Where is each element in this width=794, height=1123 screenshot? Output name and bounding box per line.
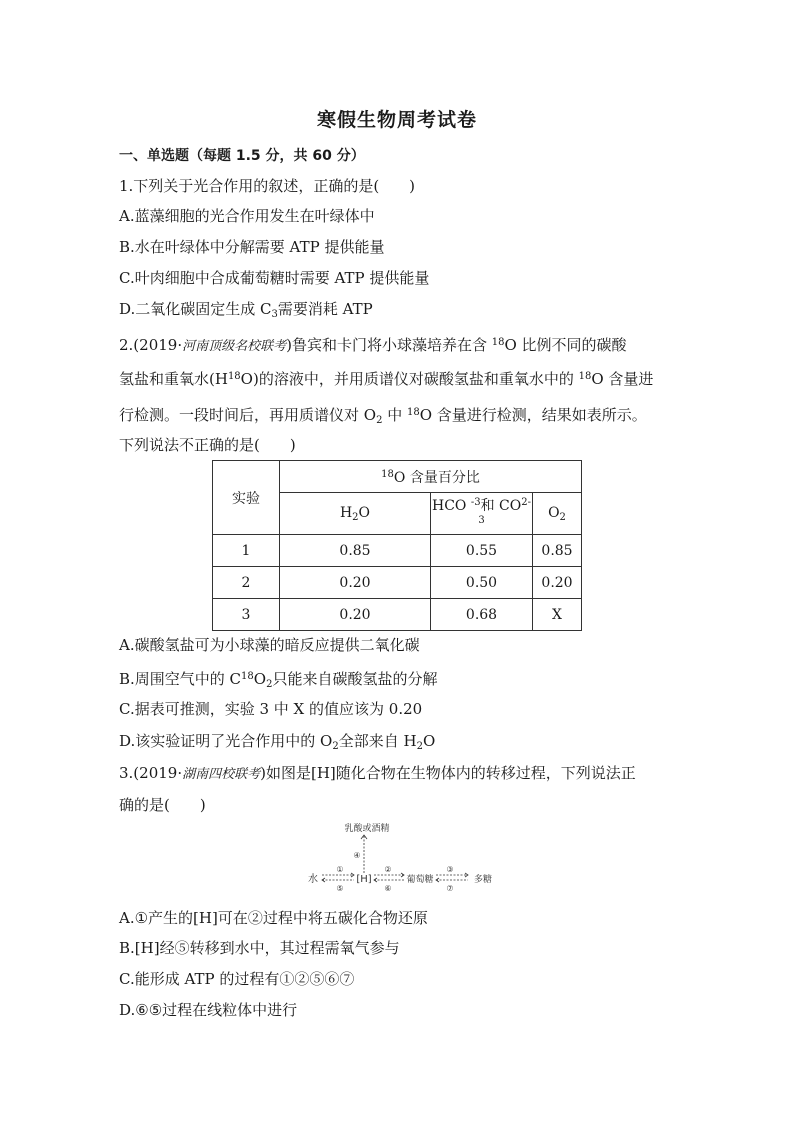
header-experiment: 实验 bbox=[213, 461, 280, 535]
table-row bbox=[213, 599, 582, 631]
q2-stem-line3: 行检测。一段时间后，再用质谱仪对 $O_2$ 中 $^{18}$O 含量进行检测，结果如表所示。 bbox=[119, 406, 647, 426]
page-title: 寒假生物周考试卷 bbox=[316, 109, 477, 131]
header-h2o: $H_2O$ bbox=[280, 493, 431, 535]
q2-option-c: C.据表可推测，实验 3 中 X 的值应该为 0.20 bbox=[119, 700, 423, 718]
table-cell: 1 bbox=[213, 535, 280, 567]
step-7: ⑦ bbox=[446, 884, 454, 892]
q2-source: 河南顶级名校联考 bbox=[182, 339, 287, 354]
table-cell: 0.20 bbox=[280, 567, 431, 599]
q3-source: 湖南四校联考 bbox=[182, 767, 261, 782]
q3-option-b: B.[H]经⑤转移到水中，其过程需氧气参与 bbox=[119, 939, 400, 957]
table-cell: 0.68 bbox=[431, 599, 533, 631]
table-row bbox=[213, 535, 582, 567]
table-cell: 0.55 bbox=[431, 535, 533, 567]
q1-option-a: A.蓝藻细胞的光合作用发生在叶绿体中 bbox=[119, 207, 375, 225]
q2-stem-line2: 氢盐和重氧水$(H^{18}O)$的溶液中，并用质谱仪对碳酸氢盐和重氧水中的 $^{18}$O 含量进 bbox=[119, 370, 654, 388]
header-o2: $O_2$ bbox=[533, 493, 582, 535]
table-row bbox=[213, 567, 582, 599]
q3-option-a: A.①产生的[H]可在②过程中将五碳化合物还原 bbox=[119, 909, 428, 927]
q1-option-d: D.二氧化碳固定生成 $C_3$需要消耗 ATP bbox=[119, 300, 373, 320]
table-cell: 3 bbox=[213, 599, 280, 631]
isotope-table bbox=[212, 460, 582, 631]
label-h: [H] bbox=[356, 874, 372, 885]
step-4: ④ bbox=[353, 851, 361, 860]
step-5: ⑤ bbox=[336, 884, 344, 892]
q2-option-d: D.该实验证明了光合作用中的 $O_2$全部来自 $H_2O$ bbox=[119, 732, 436, 752]
header-o18-percent: $^{18}$O 含量百分比 bbox=[280, 461, 582, 493]
q3-option-c: C.能形成 ATP 的过程有①②⑤⑥⑦ bbox=[119, 970, 355, 988]
q3-stem-line2: 确的是( ) bbox=[119, 796, 206, 814]
table-cell: 2 bbox=[213, 567, 280, 599]
q3-stem-line1: 3.(2019·湖南四校联考)如图是[H]随化合物在生物体内的转移过程，下列说法正 bbox=[119, 764, 636, 782]
q2-stem-line4: 下列说法不正确的是( ) bbox=[119, 436, 296, 454]
header-hco3-co3: HCO $^{-3}$和 CO$^{2-3}$ bbox=[431, 493, 533, 535]
table-cell: 0.20 bbox=[280, 599, 431, 631]
q1-stem: 1.下列关于光合作用的叙述，正确的是( ) bbox=[119, 177, 416, 195]
step-1: ① bbox=[336, 865, 344, 874]
q2-stem-line1: 2.(2019·河南顶级名校联考)鲁宾和卡门将小球藻培养在含 $^{18}$O 比例不同的碳酸 bbox=[119, 336, 627, 354]
step-2: ② bbox=[384, 865, 392, 874]
table-cell: 0.20 bbox=[533, 567, 582, 599]
step-3: ③ bbox=[446, 865, 454, 874]
section-heading: 一、单选题（每题 1.5 分，共 60 分） bbox=[119, 148, 365, 164]
q1-option-b: B.水在叶绿体中分解需要 ATP 提供能量 bbox=[119, 238, 385, 256]
label-lactate-or-ethanol: 乳酸或酒精 bbox=[344, 824, 390, 834]
table-cell: 0.85 bbox=[533, 535, 582, 567]
label-water: 水 bbox=[308, 874, 318, 885]
table-cell: 0.50 bbox=[431, 567, 533, 599]
q2-option-b: B.周围空气中的 $C^{18}O_2$只能来自碳酸氢盐的分解 bbox=[119, 670, 438, 690]
label-polysaccharide: 多糖 bbox=[473, 875, 493, 885]
hydrogen-transfer-diagram bbox=[300, 818, 500, 892]
table-cell: X bbox=[533, 599, 582, 631]
q2-option-a: A.碳酸氢盐可为小球藻的暗反应提供二氧化碳 bbox=[119, 636, 420, 654]
step-6: ⑥ bbox=[384, 884, 392, 892]
q3-option-d: D.⑥⑤过程在线粒体中进行 bbox=[119, 1001, 298, 1019]
q1-option-c: C.叶肉细胞中合成葡萄糖时需要 ATP 提供能量 bbox=[119, 269, 430, 287]
label-glucose: 葡萄糖 bbox=[406, 875, 434, 885]
table-cell: 0.85 bbox=[280, 535, 431, 567]
